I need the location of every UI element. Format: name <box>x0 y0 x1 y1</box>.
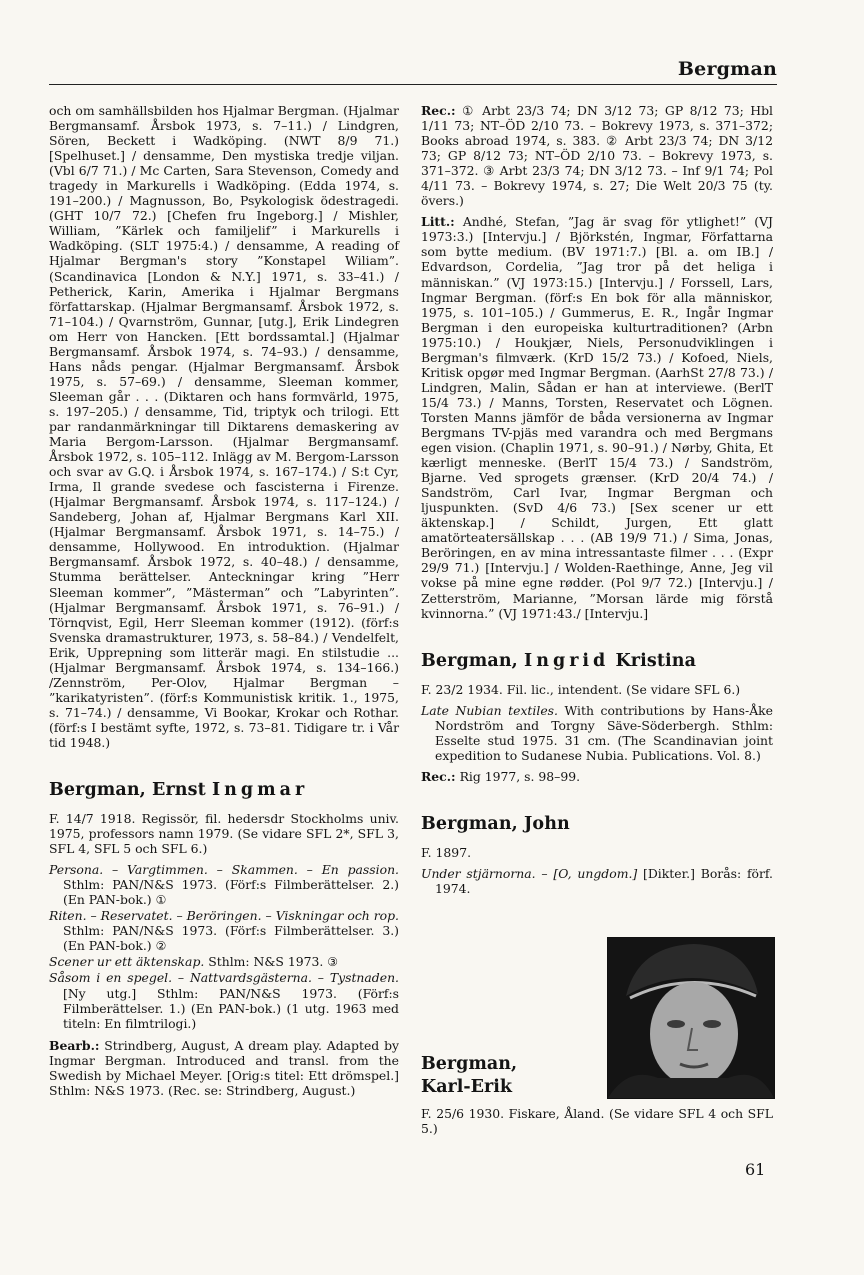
entry-heading-karl-erik: Bergman, Karl-Erik <box>421 1054 518 1097</box>
left-column <box>49 103 399 1098</box>
work-item: Scener ur ett äktenskap. Sthlm: N&S 1973. ③ <box>49 954 339 970</box>
hjalmar-bergman-literature-continued: och om samhällsbilden hos Hjalmar Bergman. (Hjalmar Bergmansamf. Årsbok 1973, s. 7–11.) / Lindgren, Sören, Beckett i Wadköping. (NWT 8/9 71.) [Spelhuset.] / densamme, Den mystiska tredje viljan. (Vbl 6/7 71.) / Mc Carten, Sara Stevenson, Comedy and tragedy in Markurells i Wadköping. (Edda 1974, s. 191–200.) / Magnusson, Bo, Psykologisk ödestragedi. (GHT 10/7 72.) [Chefen fru Ingeborg.] / Mishler, William, ”Kärlek och familjelif” i Markurells i Wadköping. (SLT 1975:4.) / densamme, A reading of Hjalmar Bergman's story ”Konstapel Wiliam”. (Scandinavica [London & N.Y.] 1971, s. 33–41.) / Petherick, Karin, Amerika i Hjalmar Bergmans författarskap. (Hjalmar Bergmansamf. Årsbok 1972, s. 71–104.) / Qvarnström, Gunnar, [utg.], Erik Lindegren om Herr von Hancken. [Ett bordssamtal.] (Hjalmar Bergmansamf. Årsbok 1974, s. 74–93.) / densamme, Hans nåds pengar. (Hjalmar Bergmansamf. Årsbok 1975, s. 57–69.) / densamme, Sleeman kommer, Sleeman går . . . (Diktaren och hans formvärld, 1975, s. 197–205.) / densamme, Tid, triptyk och trilogi. Ett par randanmärkningar till Diktarens demaskering av Maria Bergom-Larsson. (Hjalmar Bergmansamf. Årsbok 1972, s. 105–112. Inlägg av M. Bergom-Larsson och svar av G.Q. i Årsbok 1974, s. 167–174.) / S:t Cyr, Irma, Il grande svedese och fascisterna i Firenze. (Hjalmar Bergmansamf. Årsbok 1974, s. 117–124.) / Sandeberg, Johan af, Hjalmar Bergmans Karl XII. (Hjalmar Bergmansamf. Årsbok 1971, s. 14–75.) / densamme, Hollywood. En introduktion. (Hjalmar Bergmansamf. Årsbok 1972, s. 40–48.) / densamme, Stumma berättelser. Anteckningar kring ”Herr Sleeman kommer”, ”Mästerman” och ”Labyrinten”. (Hjalmar Bergmansamf. Årsbok 1971, s. 76–91.) / Törnqvist, Egil, Herr Sleeman kommer (1912). (förf:s Svenska dramastrukturer, 1973, s. 58–84.) / Vendelfelt, Erik, Upprepning som litterär magi. En stilstudie ... (Hjalmar Bergmansamf. Årsbok 1974, s. 134–166.) /Zennström, Per-Olov, Hjalmar Bergman – ”karikatyristen”. (förf:s Kommunistisk kritik. 1., 1975, s. 71–74.) / densamme, Vi Bookar, Krokar och Rothar. (förf:s I bestämt syfte, 1972, s. 73–81. Tidigare tr. i Vår tid 1948.) <box>49 103 399 750</box>
eye-right <box>703 1020 721 1028</box>
bearbetning-paragraph: Bearb.: Strindberg, August, A dream play. Adapted by Ingmar Bergman. Introduced and transl. from the Swedish by Michael Meyer. [Orig:s titel: Ett drömspel.] Sthlm: N&S 1973. (Rec. se: Strindberg, August.) <box>49 1037 399 1098</box>
work-item: Persona. – Vargtimmen. – Skammen. – En passion. Sthlm: PAN/N&S 1973. (Förf:s Filmberättelser. 2.) (En PAN-bok.) ① <box>49 862 399 908</box>
footnote-marker: ① <box>155 893 167 908</box>
page-number: 61 <box>745 1160 766 1179</box>
collar <box>608 1075 774 1098</box>
eye-left <box>667 1020 685 1028</box>
portrait-photo-drawing <box>608 938 774 1098</box>
entry-bio-john: F. 1897. <box>421 844 472 860</box>
portrait-photo <box>607 937 775 1099</box>
work-item: Late Nubian textiles. With contributions by Hans-Åke Nordström and Torgny Säve-Söderbergh. Sthlm: Esselte stud 1975. 31 cm. (The Scandinavian joint expedition to Sudanese Nubia. Publications. Vol. 8.) <box>421 702 773 763</box>
work-item: Riten. – Reservatet. – Beröringen. – Viskningar och rop. Sthlm: PAN/N&S 1973. (Förf:s Filmberättelser. 3.) (En PAN-bok.) ② <box>49 908 399 954</box>
work-item: Såsom i en spegel. – Nattvardsgästerna. – Tystnaden. [Ny utg.] Sthlm: PAN/N&S 1973. (Förf:s Filmberättelser. 1.) (En PAN-bok.) (1 utg. 1963 med titeln: En filmtrilogi.) <box>49 970 399 1031</box>
entry-bio-karl-erik: F. 25/6 1930. Fiskare, Åland. (Se vidare SFL 4 och SFL 5.) <box>421 1106 773 1137</box>
reviews-paragraph: Rec.: ① Arbt 23/3 74; DN 3/12 73; GP 8/12 73; Hbl 1/11 73; NT–ÖD 2/10 73. – Bokrevy 1973, s. 371–372; Books abroad 1974, s. 383. ② Arbt 23/3 74; DN 3/12 73; GP 8/12 73; NT–ÖD 2/10 73. – Bokrevy 1973, s. 371–372. ③ Arbt 23/3 74; DN 3/12 73. – Inf 9/1 74; Pol 4/11 73. – Bokrevy 1974, s. 27; Die Welt 20/3 75 (ty. övers.) <box>421 103 773 209</box>
footnote-marker: ② <box>155 939 167 954</box>
right-column <box>421 103 773 896</box>
work-item: Under stjärnorna. – [O, ungdom.] [Dikter.] Borås: förf. 1974. <box>421 865 773 896</box>
running-head: Bergman <box>677 58 777 80</box>
face-shape <box>650 982 738 1086</box>
entry-bio-ingrid: F. 23/2 1934. Fil. lic., intendent. (Se vidare SFL 6.) <box>421 681 741 697</box>
entry-heading-john: Bergman, John <box>421 813 570 834</box>
entry-heading-ernst-ingmar: Bergman, Ernst Ingmar <box>49 780 309 801</box>
header-rule <box>49 84 777 85</box>
footnote-marker: ③ <box>327 955 339 970</box>
entry-bio-ernst-ingmar: F. 14/7 1918. Regissör, fil. hedersdr Stockholms univ. 1975, professors namn 1979. (Se vidare SFL 2*, SFL 3, SFL 4, SFL 5 och SFL 6.) <box>49 811 399 857</box>
literature-paragraph: Litt.: Andhé, Stefan, ”Jag är svag för ytlighet!” (VJ 1973:3.) [Intervju.] / Björkstén, Ingmar, Författarna som bytte medium. (BV 1971:7.) [Bl. a. om IB.] / Edvardson, Cordelia, ”Jag tror på det heliga i människan.” (VJ 1973:15.) [Intervju.] / Forssell, Lars, Ingmar Bergman. (förf:s En bok för alla människor, 1975, s. 101–105.) / Gummerus, E. R., Ingår Ingmar Bergman i den europeiska kulturtraditionen? (Arbn 1975:10.) / Houkjær, Niels, Personudviklingen i Bergman's filmværk. (KrD 15/2 73.) / Kofoed, Niels, Kritisk opgør med Ingmar Bergman. (AarhSt 27/8 73.) / Lindgren, Malin, Sådan er han at interviewe. (BerlT 15/4 73.) / Manns, Torsten, Reservatet och Lögnen. Torsten Manns jämför de båda versionerna av Ingmar Bergmans TV-pjäs med varandra och med Bergmans egen vision. (Chaplin 1971, s. 90–91.) / Nørby, Ghita, Et kærligt menneske. (BerlT 15/4 73.) / Sandström, Bjarne. Ved sprogets grænser. (KrD 20/4 74.) / Sandström, Carl Ivar, Ingmar Bergman och ljuspunkten. (SvD 4/6 73.) [Sex scener ur ett äktenskap.] / Schildt, Jurgen, Ett glatt amatörteatersällskap . . . (AB 19/9 71.) / Sima, Jonas, Beröringen, en av mina intressantaste filmer . . . (Expr 29/9 71.) [Intervju.] / Wolden-Raethinge, Anne, Jeg vil vokse på mine egne rødder. (Pol 9/7 72.) [Intervju.] / Zetterström, Marianne, ”Morsan lärde mig förstå kvinnorna.” (VJ 1971:43./ [Intervju.] <box>421 214 773 621</box>
ingrid-reviews: Rec.: Rig 1977, s. 98–99. <box>421 768 581 784</box>
entry-heading-ingrid: Bergman, Ingrid Kristina <box>421 650 697 671</box>
